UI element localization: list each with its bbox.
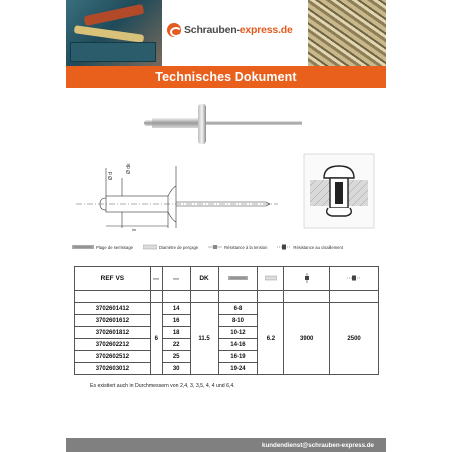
grip-range-icon: [228, 275, 248, 281]
drill-diameter-icon: [265, 275, 277, 281]
legend-item: Plage de serrissage: [72, 244, 133, 250]
svg-text:lm: lm: [132, 227, 137, 232]
toolbox-photo: [66, 0, 162, 66]
legend-item: Diamètre de perçage: [143, 244, 198, 250]
title-bar: [66, 66, 386, 88]
header-grip-range: [218, 267, 258, 291]
cell-shear: 2500: [330, 303, 379, 375]
table-row: 3702601812 18 10-12: [75, 327, 379, 339]
support-email-link[interactable]: kundendienst@schrauben-express.de: [262, 441, 374, 449]
cell-diameter: 6: [150, 303, 162, 375]
drill-diameter-icon: [143, 244, 157, 250]
shear-icon: [347, 274, 361, 282]
table-row: 3702601412 6 14 11.5 6-8 6.2 3900 2500: [75, 303, 379, 315]
table-row: 3702602212 22 14-16: [75, 339, 379, 351]
header-ref: REF VS: [75, 267, 151, 291]
joint-cross-section: [302, 152, 376, 230]
legend: [72, 241, 382, 253]
footer-bar: [66, 438, 386, 452]
legend-item: Résistance au cisaillement: [277, 244, 343, 250]
table-header-row: [75, 267, 379, 291]
svg-text:Ø dk: Ø dk: [126, 163, 132, 174]
availability-note: Es existiert auch in Durchmessern von 2,4, 3, 3,5, 4, 4 und 6,4.: [90, 383, 235, 389]
brand-name: Schrauben-express.de: [184, 24, 293, 36]
svg-text:Ø d: Ø d: [108, 171, 114, 180]
header-dk: DK: [190, 267, 218, 291]
rivet-photo: [136, 100, 306, 150]
logo-icon: [167, 23, 181, 37]
specification-table: [74, 266, 379, 375]
header-drill-diameter: [258, 267, 284, 291]
table-row: 3702603012 30 19-24: [75, 363, 379, 375]
table-row: 3702602512 25 16-19: [75, 351, 379, 363]
header-shear: [330, 267, 379, 291]
cell-dk: 11.5: [190, 303, 218, 375]
brand-logo[interactable]: [167, 22, 293, 38]
grip-range-icon: [72, 244, 94, 250]
page-title: Technisches Dokument: [155, 70, 297, 84]
cell-drill: 6.2: [258, 303, 284, 375]
tensile-icon: [302, 273, 312, 283]
header-tensile: [284, 267, 330, 291]
header-diameter: mm: [150, 267, 162, 291]
legend-item: Résistance à la tension: [208, 244, 267, 250]
document-page: [66, 0, 386, 452]
rivet-technical-drawing: [72, 158, 282, 236]
shear-icon: [277, 244, 291, 250]
screws-photo: [308, 0, 386, 66]
cell-tensile: 3900: [284, 303, 330, 375]
table-row: 3702601612 16 8-10: [75, 315, 379, 327]
header-length: mm: [162, 267, 190, 291]
table-spacer-row: [75, 291, 379, 303]
tensile-icon: [208, 244, 222, 250]
